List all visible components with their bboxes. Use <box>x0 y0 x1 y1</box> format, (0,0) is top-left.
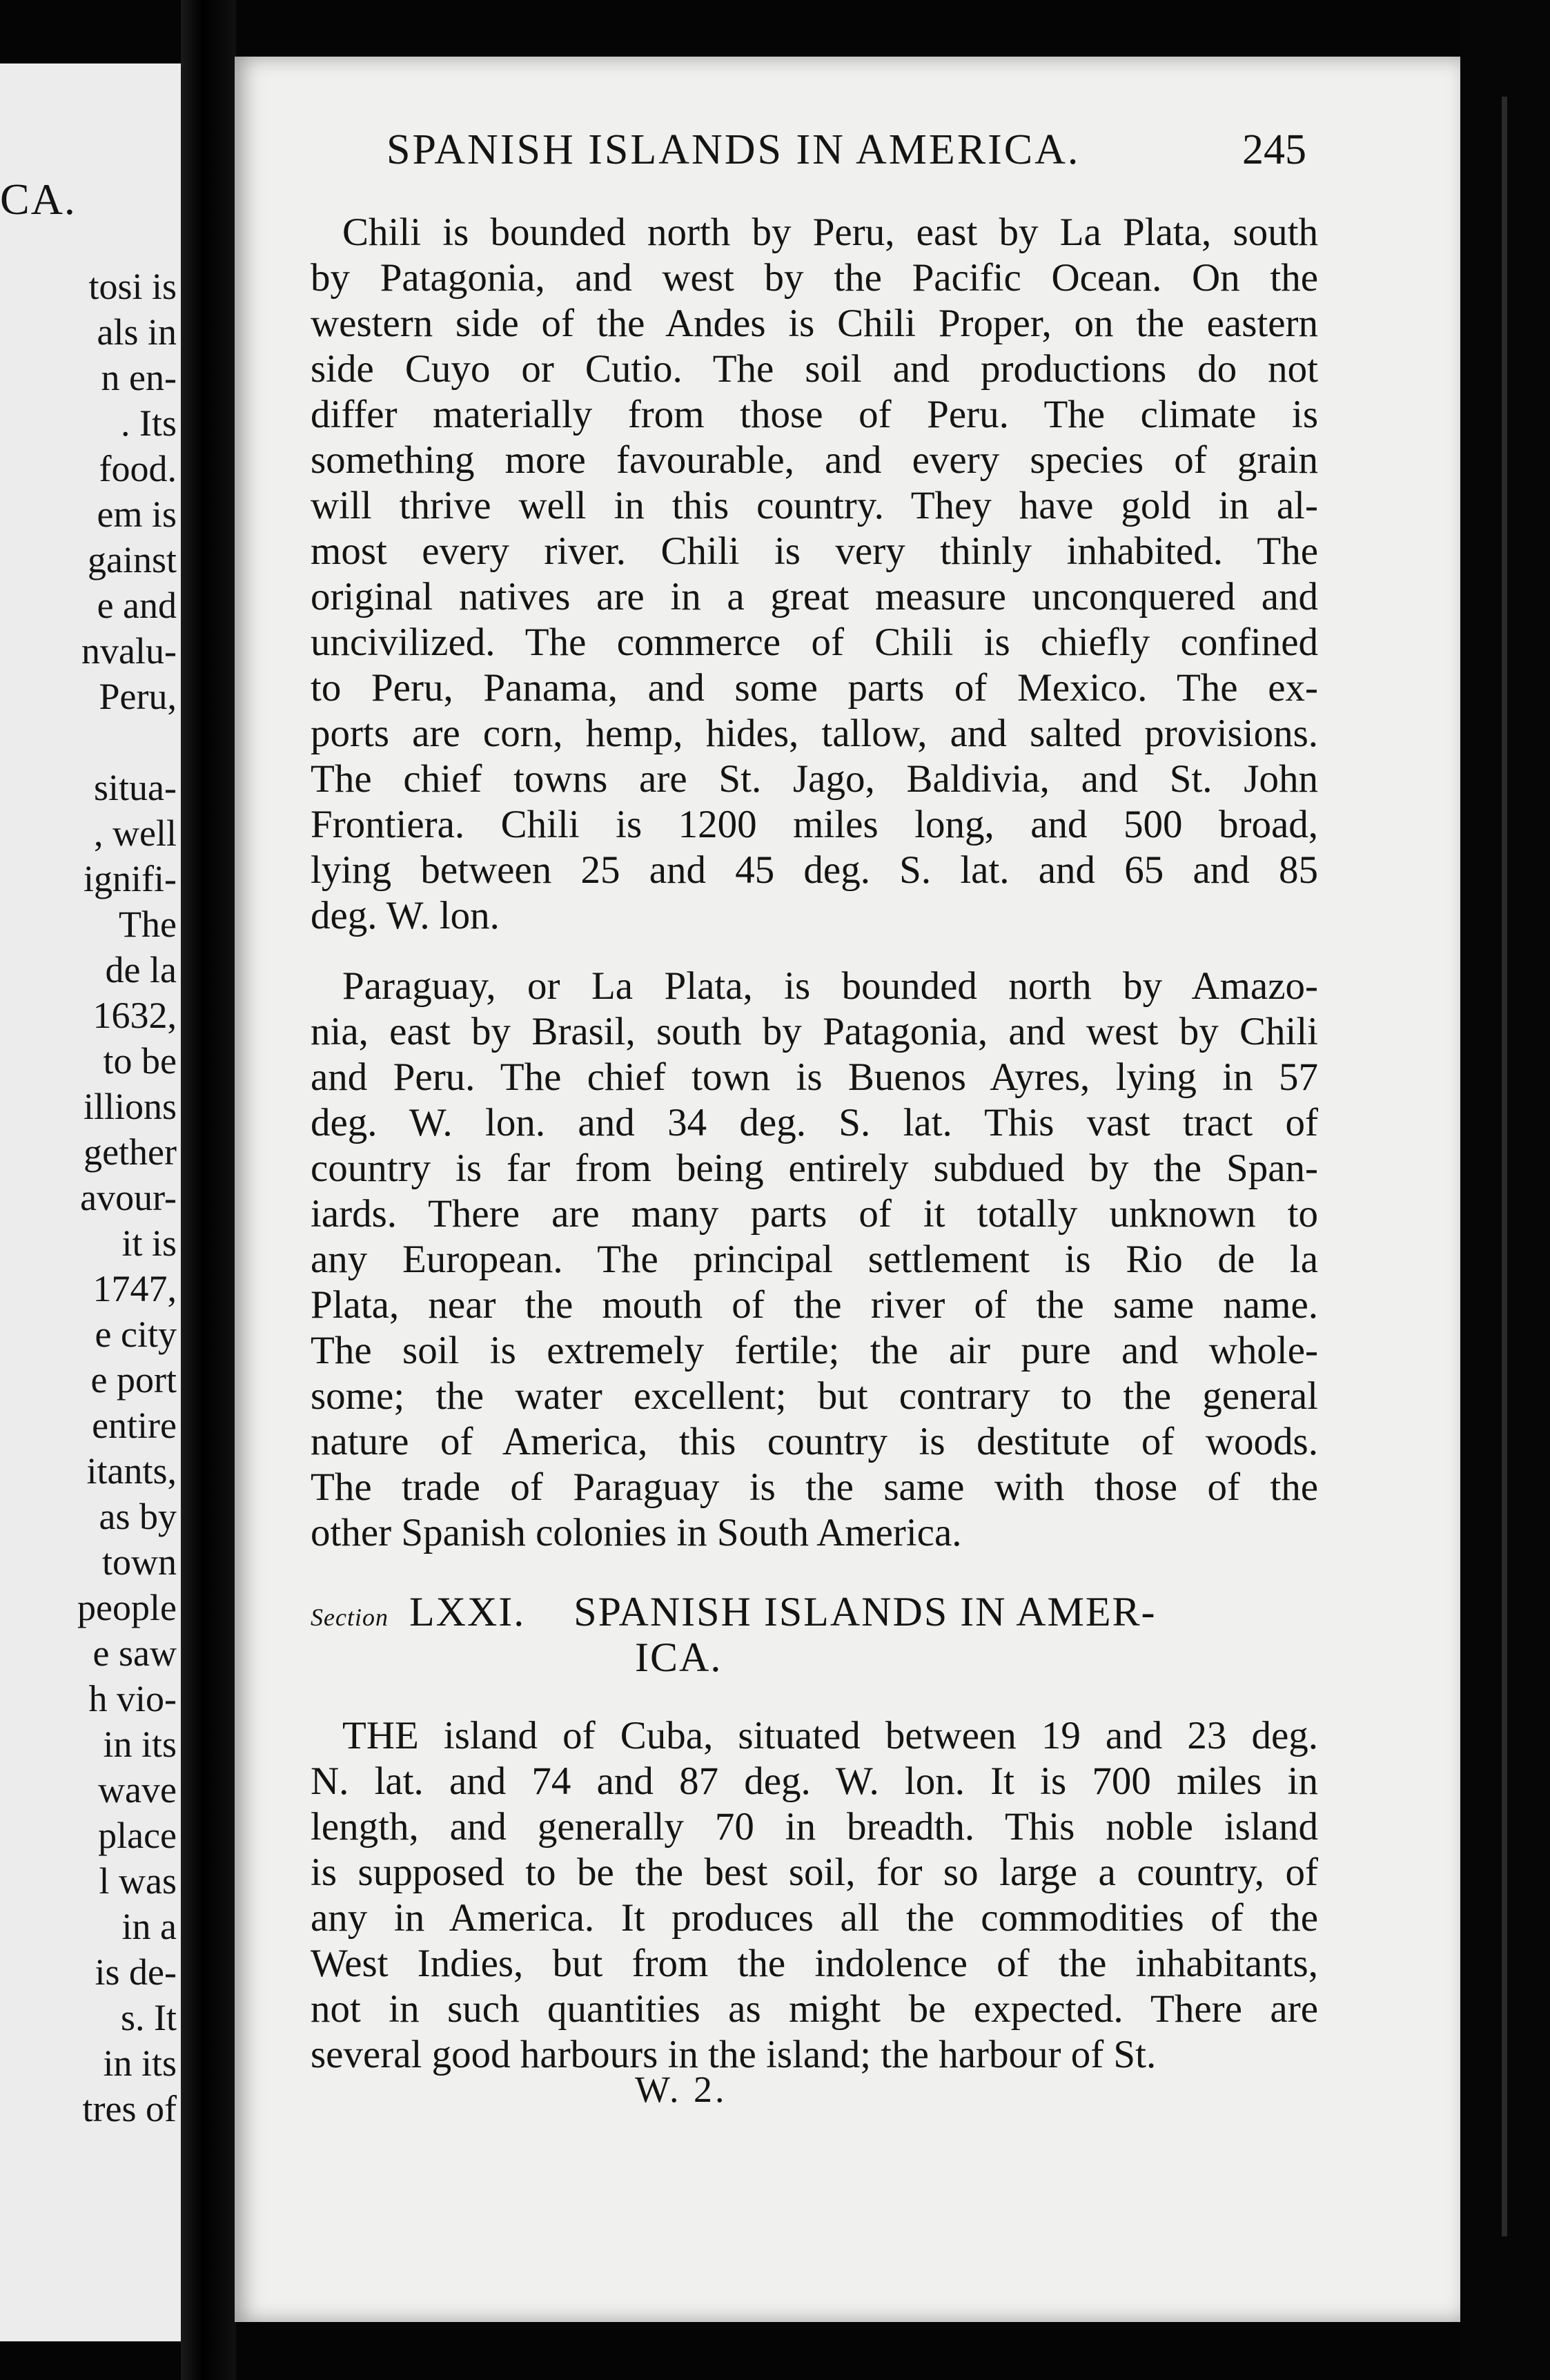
text-line: most every river. Chili is very thinly inhabited. The <box>311 529 1318 573</box>
text-line: side Cuyo or Cutio. The soil and productions do not <box>311 347 1318 391</box>
text-line: is supposed to be the best soil, for so large a country, of <box>311 1851 1318 1894</box>
text-line: N. lat. and 74 and 87 deg. W. lon. It is 700 miles in <box>311 1759 1318 1803</box>
previous-page-line-fragment: itants, <box>86 1450 177 1492</box>
previous-page-line-fragment: em is <box>97 494 177 535</box>
previous-page-line-fragment: in a <box>121 1906 177 1947</box>
previous-page-line-fragment: de la <box>105 949 177 991</box>
previous-page-line-fragment: . Its <box>121 402 177 444</box>
previous-page-line-fragment: town <box>102 1541 177 1583</box>
paragraph-cuba <box>311 1713 1318 2078</box>
previous-page-line-fragment: 1747, <box>92 1268 177 1309</box>
previous-page-line-fragment: n en- <box>101 357 177 398</box>
text-line: iards. There are many parts of it totally unknown to <box>311 1192 1318 1236</box>
previous-page-line-fragment: situa- <box>94 767 177 808</box>
running-head: SPANISH ISLANDS IN AMERICA. <box>386 126 1081 173</box>
previous-page-line-fragment: it is <box>121 1222 177 1264</box>
previous-page-line-fragment: people <box>77 1587 177 1628</box>
previous-page-line-fragment: entire <box>92 1405 177 1446</box>
previous-page-line-fragment: gainst <box>88 539 177 581</box>
text-line: not in such quantities as might be expected. There are <box>311 1987 1318 2031</box>
previous-page-heading-fragment: CA. <box>0 175 77 224</box>
text-line: The soil is extremely fertile; the air pure and whole- <box>311 1329 1318 1372</box>
signature-mark: W. 2. <box>635 2069 727 2110</box>
text-line: The chief towns are St. Jago, Baldivia, and St. John <box>311 757 1318 801</box>
section-heading <box>311 1589 1318 1635</box>
previous-page-line-fragment: l was <box>99 1860 177 1902</box>
text-line: nia, east by Brasil, south by Patagonia, and west by Chili <box>311 1010 1318 1053</box>
text-line: Frontiera. Chili is 1200 miles long, and 500 broad, <box>311 803 1318 846</box>
previous-page-line-fragment: , well <box>94 812 177 854</box>
book-page <box>235 57 1460 2322</box>
text-line: Chili is bounded north by Peru, east by La Plata, south <box>342 211 1318 254</box>
text-line: any in America. It produces all the commodities of the <box>311 1896 1318 1940</box>
section-number: LXXI. <box>409 1589 526 1635</box>
text-line: lying between 25 and 45 deg. S. lat. and 65 and 85 <box>311 848 1318 892</box>
text-line: length, and generally 70 in breadth. This noble island <box>311 1805 1318 1849</box>
previous-page-line-fragment: ignifi- <box>84 858 177 899</box>
text-line: deg. W. lon. and 34 deg. S. lat. This vast tract of <box>311 1101 1318 1144</box>
text-line: something more favourable, and every species of grain <box>311 438 1318 482</box>
previous-page-line-fragment: als in <box>97 311 177 353</box>
previous-page-line-fragment: to be <box>103 1040 177 1082</box>
section-word: Section <box>311 1603 389 1631</box>
previous-page-line-fragment: is de- <box>95 1951 177 1993</box>
text-line: will thrive well in this country. They have gold in al- <box>311 484 1318 527</box>
text-line: and Peru. The chief town is Buenos Ayres, lying in 57 <box>311 1055 1318 1099</box>
text-line: western side of the Andes is Chili Proper, on the eastern <box>311 302 1318 345</box>
section-title-continuation: ICA. <box>635 1635 723 1680</box>
text-line: ports are corn, hemp, hides, tallow, and salted provisions. <box>311 712 1318 755</box>
previous-page-line-fragment: in its <box>103 1724 177 1765</box>
text-line: original natives are in a great measure unconquered and <box>311 575 1318 618</box>
paragraph-chili <box>311 210 1318 939</box>
text-line: differ materially from those of Peru. The climate is <box>311 393 1318 436</box>
text-line: West Indies, but from the indolence of the inhabitants, <box>311 1942 1318 1985</box>
previous-page-line-fragment: avour- <box>80 1177 177 1218</box>
text-line: other Spanish colonies in South America. <box>311 1511 962 1554</box>
previous-page-fragment <box>0 64 181 2341</box>
text-line: by Patagonia, and west by the Pacific Ocean. On the <box>311 256 1318 300</box>
text-line: uncivilized. The commerce of Chili is chiefly confined <box>311 621 1318 664</box>
text-line: several good harbours in the island; the harbour of St. <box>311 2033 1157 2076</box>
previous-page-line-fragment: gether <box>84 1131 177 1173</box>
previous-page-line-fragment: as by <box>99 1496 177 1537</box>
previous-page-line-fragment: e saw <box>92 1632 177 1674</box>
previous-page-line-fragment: e city <box>95 1314 177 1355</box>
text-line: The trade of Paraguay is the same with those of the <box>311 1465 1318 1509</box>
previous-page-line-fragment: nvalu- <box>81 630 177 672</box>
text-line: Paraguay, or La Plata, is bounded north by Amazo- <box>342 964 1318 1008</box>
text-line: deg. W. lon. <box>311 894 500 937</box>
previous-page-line-fragment: e and <box>97 585 177 626</box>
previous-page-line-fragment: s. It <box>121 1997 177 2038</box>
text-line: any European. The principal settlement is Rio de la <box>311 1238 1318 1281</box>
text-line: country is far from being entirely subdued by the Span- <box>311 1147 1318 1190</box>
previous-page-line-fragment: in its <box>103 2042 177 2084</box>
previous-page-line-fragment: place <box>98 1815 177 1856</box>
text-line: THE island of Cuba, situated between 19 and 23 deg. <box>342 1714 1318 1757</box>
previous-page-line-fragment: illions <box>83 1086 177 1127</box>
previous-page-line-fragment: food. <box>99 448 177 489</box>
previous-page-line-fragment: tres of <box>82 2088 177 2129</box>
page-body <box>311 210 1318 2078</box>
book-gutter <box>181 0 236 2380</box>
scan-right-edge <box>1460 0 1550 2380</box>
previous-page-line-fragment: tosi is <box>88 266 177 307</box>
previous-page-line-fragment: wave <box>98 1769 177 1811</box>
text-line: to Peru, Panama, and some parts of Mexico. The ex- <box>311 666 1318 710</box>
previous-page-line-fragment: 1632, <box>92 995 177 1036</box>
text-line: nature of America, this country is destitute of woods. <box>311 1420 1318 1463</box>
page-number: 245 <box>1242 126 1306 173</box>
text-line: Plata, near the mouth of the river of the same name. <box>311 1283 1318 1327</box>
text-line: some; the water excellent; but contrary to the general <box>311 1374 1318 1418</box>
previous-page-line-fragment: e port <box>90 1359 177 1401</box>
previous-page-line-fragment: The <box>119 904 177 945</box>
section-title: SPANISH ISLANDS IN AMER- <box>573 1589 1157 1635</box>
paragraph-paraguay <box>311 964 1318 1556</box>
previous-page-line-fragment: h vio- <box>88 1678 177 1719</box>
previous-page-line-fragment: Peru, <box>99 676 177 717</box>
